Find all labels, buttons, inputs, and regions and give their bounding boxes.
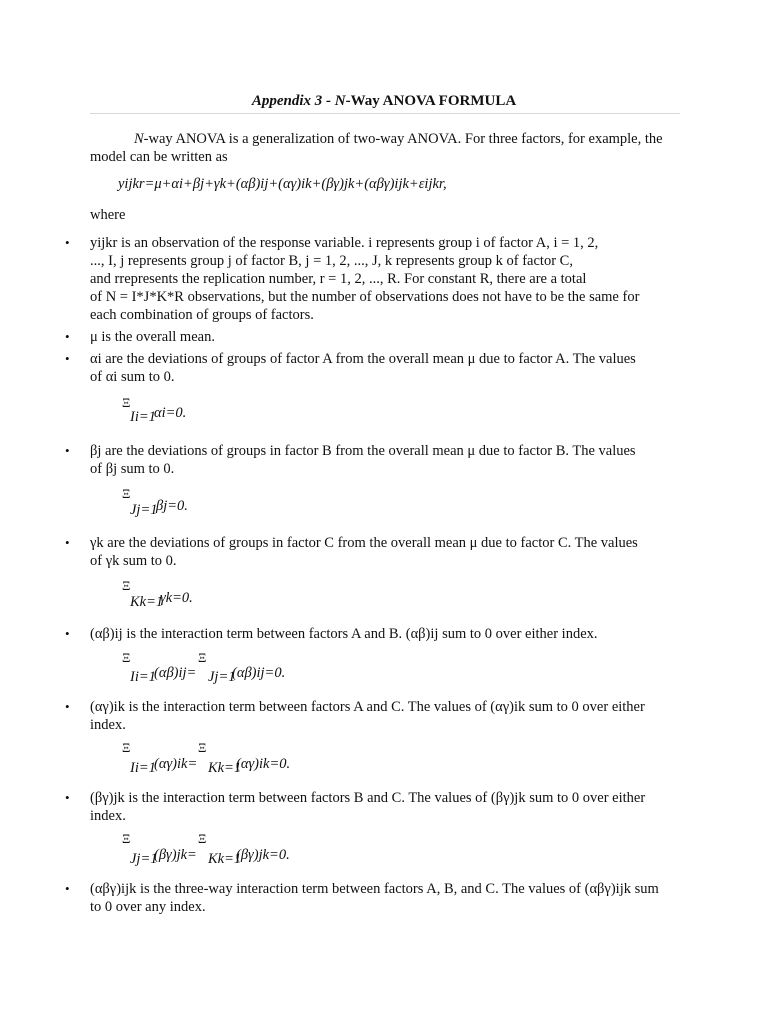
sum-symbol: Ξ	[122, 831, 131, 846]
sum-term: γk=0.	[160, 590, 193, 606]
list-item-line: index.	[90, 717, 126, 733]
list-item-alpha-beta	[65, 625, 680, 643]
sum-symbol: Ξ	[122, 650, 131, 665]
model-equation: yijkr=μ+αi+βj+γk+(αβ)ij+(αγ)ik+(βγ)jk+(αβγ)ijk+εijkr,	[118, 176, 447, 192]
bullet-icon: •	[65, 699, 70, 714]
bullet-icon: •	[65, 535, 70, 550]
bullet-icon: •	[65, 881, 70, 896]
title-divider	[90, 113, 680, 114]
list-item-line: αi are the deviations of groups of factor A from the overall mean μ due to factor A. The values	[90, 351, 636, 367]
list-item-response	[65, 234, 680, 324]
list-item-line: (αβγ)ijk is the three-way interaction term between factors A, B, and C. The values of (αβγ)ijk sum	[90, 881, 659, 897]
list-item-line: of βj sum to 0.	[90, 461, 175, 477]
list-item-line: to 0 over any index.	[90, 899, 206, 915]
list-item-line: ..., I, j represents group j of factor B, j = 1, 2, ..., J, k represents group k of factor C,	[90, 253, 573, 269]
sum-lower-limit: Ii=1	[130, 669, 156, 685]
sum-lower-limit: Kk=1	[208, 760, 242, 776]
sum-lower-limit: Ii=1	[130, 760, 156, 776]
sum-lower-limit: Ii=1	[130, 409, 156, 425]
sum-symbol: Ξ	[122, 578, 131, 593]
bullet-icon: •	[65, 329, 70, 344]
list-item-line: γk are the deviations of groups in factor C from the overall mean μ due to factor C. The values	[90, 535, 638, 551]
sum-term: (βγ)jk=	[154, 847, 197, 863]
sum-lower-limit: Jj=1	[130, 502, 158, 518]
list-item-alpha-beta-gamma	[65, 880, 680, 916]
page-title: Appendix 3 - N-Way ANOVA FORMULA	[251, 93, 517, 109]
list-item-line: (αγ)ik is the interaction term between factors A and C. The values of (αγ)ik sum to 0 over either	[90, 699, 645, 715]
sum-symbol: Ξ	[198, 831, 207, 846]
list-item-beta-gamma	[65, 789, 680, 825]
list-item-line: βj are the deviations of groups in factor B from the overall mean μ due to factor B. The values	[90, 443, 636, 459]
list-item-beta	[65, 442, 680, 478]
sum-lower-limit: Kk=1	[130, 594, 164, 610]
sum-term: (αγ)ik=0.	[236, 756, 291, 772]
list-item-line: of γk sum to 0.	[90, 553, 177, 569]
intro-paragraph: N-way ANOVA is a generalization of two-way ANOVA. For three factors, for example, the model can be written as	[90, 131, 663, 165]
list-item-line: (αβ)ij is the interaction term between factors A and B. (αβ)ij sum to 0 over either index.	[90, 626, 598, 642]
sum-symbol: Ξ	[198, 650, 207, 665]
where-label: where	[90, 207, 126, 223]
list-item-alpha-gamma	[65, 698, 680, 734]
list-item-mean	[65, 328, 680, 346]
sum-symbol: Ξ	[122, 486, 131, 501]
list-item-line: yijkr is an observation of the response variable. i represents group i of factor A, i = 1, 2,	[90, 235, 599, 251]
list-item-line: μ is the overall mean.	[90, 329, 215, 345]
sum-term: (αβ)ij=0.	[232, 665, 286, 681]
sum-term: (βγ)jk=0.	[236, 847, 290, 863]
list-item-line: of αi sum to 0.	[90, 369, 175, 385]
list-item-alpha	[65, 350, 680, 386]
bullet-icon: •	[65, 351, 70, 366]
list-item-line: each combination of groups of factors.	[90, 307, 314, 323]
sum-symbol: Ξ	[198, 740, 207, 755]
bullet-icon: •	[65, 790, 70, 805]
sum-lower-limit: Jj=1	[208, 669, 236, 685]
list-item-line: index.	[90, 808, 126, 824]
sum-term: (αβ)ij=	[154, 665, 197, 681]
bullet-icon: •	[65, 443, 70, 458]
list-item-line: of N = I*J*K*R observations, but the number of observations does not have to be the same for	[90, 289, 640, 305]
sum-symbol: Ξ	[122, 395, 131, 410]
sum-term: αi=0.	[154, 405, 187, 421]
list-item-line: and rrepresents the replication number, r = 1, 2, ..., R. For constant R, there are a total	[90, 271, 587, 287]
sum-term: βj=0.	[156, 498, 188, 514]
sum-lower-limit: Jj=1	[130, 851, 158, 867]
bullet-icon: •	[65, 235, 70, 250]
sum-lower-limit: Kk=1	[208, 851, 242, 867]
bullet-icon: •	[65, 626, 70, 641]
list-item-line: (βγ)jk is the interaction term between factors B and C. The values of (βγ)jk sum to 0 over either	[90, 790, 646, 806]
list-item-gamma	[65, 534, 680, 570]
sum-symbol: Ξ	[122, 740, 131, 755]
sum-term: (αγ)ik=	[154, 756, 198, 772]
